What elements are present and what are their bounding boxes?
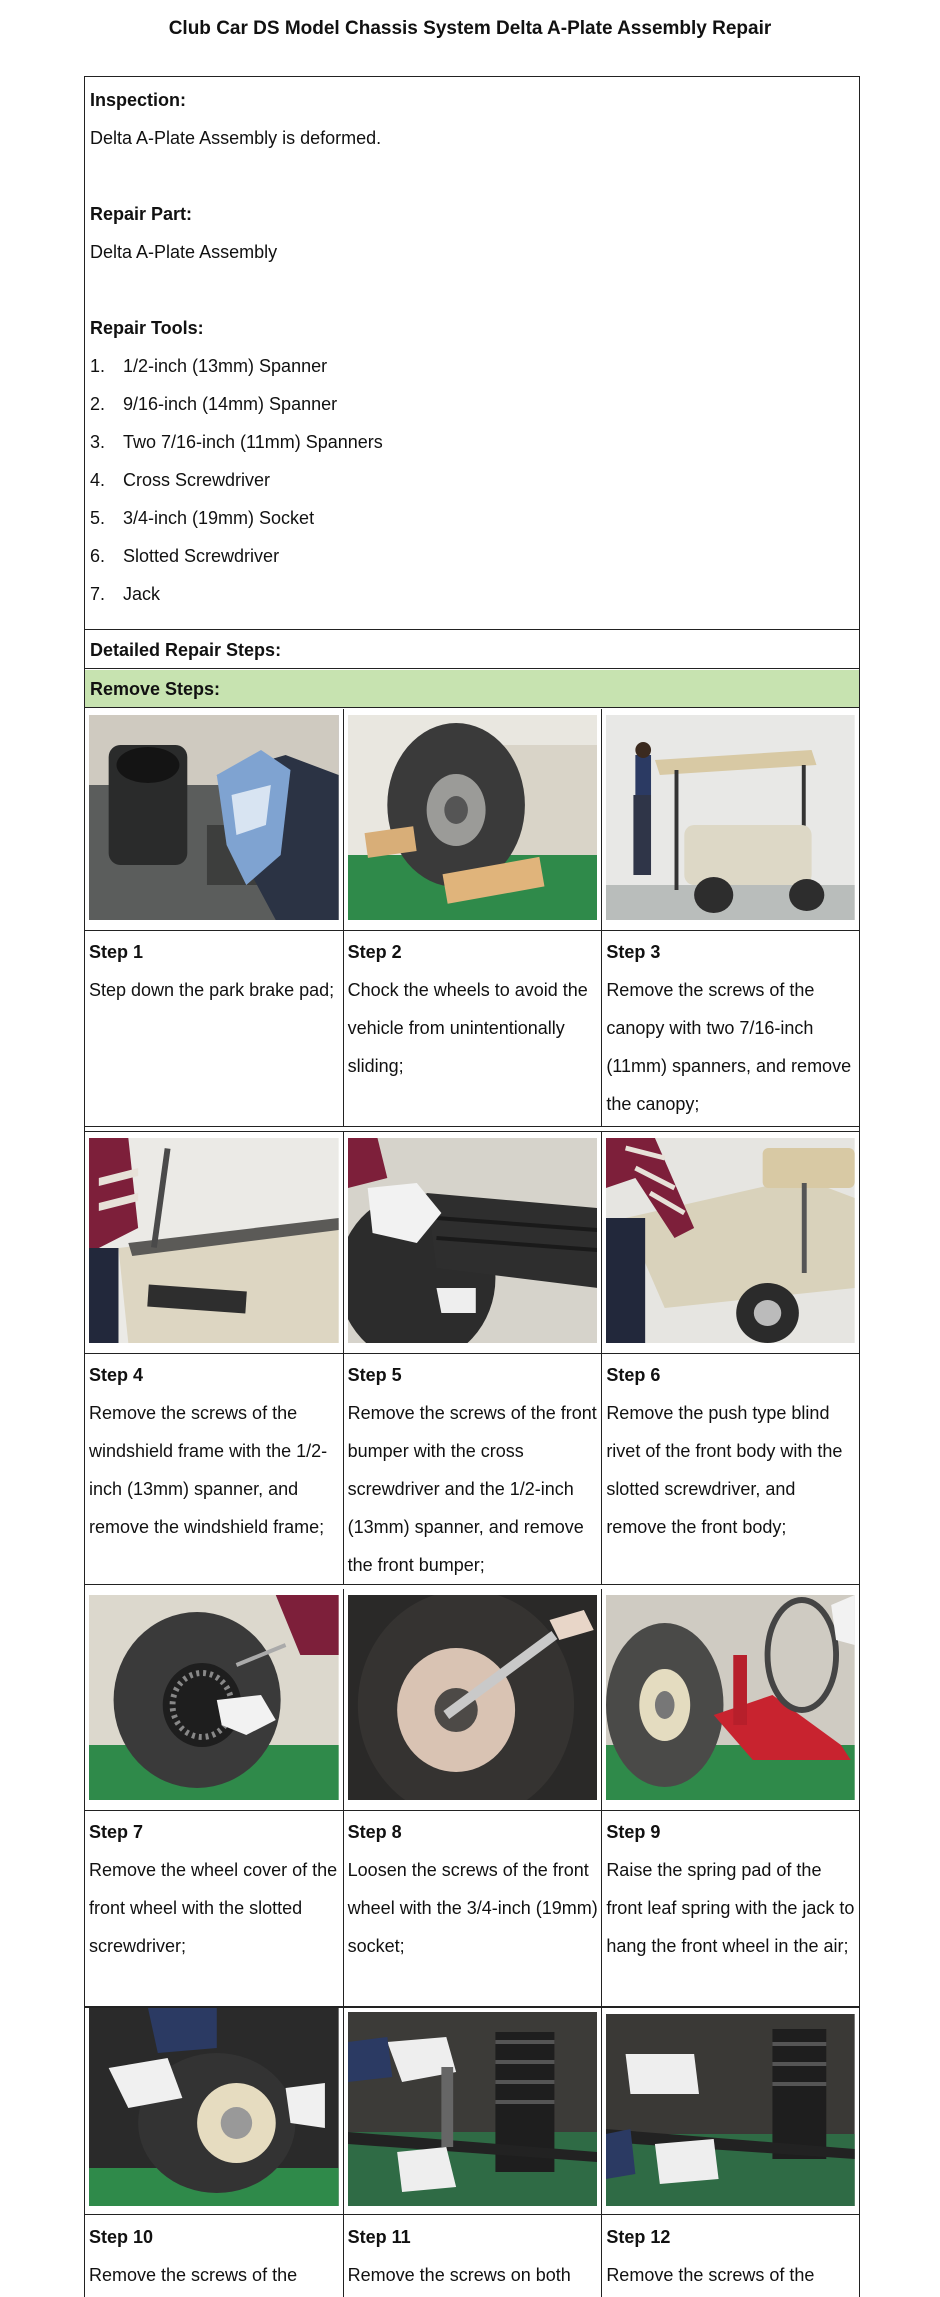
step-8-caption (348, 1813, 600, 1965)
step-7-text: Remove the wheel cover of the front wheel with the slotted screwdriver; (89, 1860, 338, 1956)
step-2-number: Step 2 (347, 942, 402, 962)
step-cell-1 (85, 709, 344, 1126)
step-5-number: Step 5 (347, 1365, 402, 1385)
step-5-caption (348, 1356, 600, 1584)
tool-item: 3. Two 7/16-inch (11mm) Spanners (90, 432, 383, 452)
step-6-number: Step 6 (606, 1365, 661, 1385)
step-3-photo (606, 715, 855, 920)
step-cell-8 (344, 1589, 603, 2006)
step-4-text: Remove the screws of the windshield frame with the 1/2-inch (13mm) spanner, and remove the windshield frame; (89, 1403, 328, 1537)
step-cell-12 (602, 2008, 859, 2297)
step-3-number: Step 3 (606, 942, 661, 962)
step-8-number: Step 8 (347, 1822, 402, 1842)
step-5-photo (348, 1138, 598, 1343)
step-6-caption (606, 1356, 857, 1546)
steps-row-3 (84, 1589, 860, 2007)
inspection-label: Inspection: (90, 90, 187, 110)
step-9-photo (606, 1595, 855, 1800)
step-4-caption (89, 1356, 341, 1546)
step-1-caption (89, 933, 341, 1009)
step-cell-11 (344, 2008, 603, 2297)
step-cell-5 (344, 1132, 603, 1584)
step-9-number: Step 9 (606, 1822, 661, 1842)
step-1-number: Step 1 (89, 942, 144, 962)
step-9-caption (606, 1813, 857, 1965)
step-cell-9 (602, 1589, 859, 2006)
step-11-text: Remove the screws on both (347, 2265, 571, 2285)
step-12-text: Remove the screws of the (606, 2265, 815, 2285)
step-8-text: Loosen the screws of the front wheel with the 3/4-inch (19mm) socket; (347, 1860, 598, 1956)
step-7-number: Step 7 (89, 1822, 144, 1842)
remove-steps-heading: Remove Steps: (85, 670, 859, 708)
steps-row-2 (84, 1131, 860, 1585)
page-title: Club Car DS Model Chassis System Delta A-Plate Assembly Repair (168, 18, 772, 39)
repair-tools-label: Repair Tools: (90, 318, 204, 338)
step-7-caption (89, 1813, 341, 1965)
tool-item: 6. Slotted Screwdriver (90, 546, 280, 566)
repair-part-text: Delta A-Plate Assembly (90, 242, 278, 262)
tool-item: 5. 3/4-inch (19mm) Socket (90, 508, 315, 528)
repair-part-label: Repair Part: (90, 204, 193, 224)
tool-item: 1. 1/2-inch (13mm) Spanner (90, 356, 328, 376)
step-cell-3 (602, 709, 859, 1126)
tool-item: 4. Cross Screwdriver (90, 470, 271, 490)
step-2-caption (348, 933, 600, 1085)
step-7-photo (89, 1595, 339, 1800)
step-6-photo (606, 1138, 855, 1343)
step-3-caption (606, 933, 857, 1123)
tool-item: 2. 9/16-inch (14mm) Spanner (90, 394, 338, 414)
intro-section (85, 77, 859, 630)
step-11-number: Step 11 (347, 2227, 411, 2247)
step-11-caption (348, 2218, 600, 2294)
step-4-photo (89, 1138, 339, 1343)
step-10-text: Remove the screws of the (89, 2265, 298, 2285)
step-cell-7 (85, 1589, 344, 2006)
step-cell-4 (85, 1132, 344, 1584)
step-cell-6 (602, 1132, 859, 1584)
step-8-photo (348, 1595, 598, 1800)
step-12-caption (606, 2218, 857, 2294)
step-2-photo (348, 715, 598, 920)
step-cell-10 (85, 2008, 344, 2297)
step-5-text: Remove the screws of the front bumper with the cross screwdriver and the 1/2-inch (13mm) spanner, and remove the front bumper; (347, 1403, 597, 1575)
tool-item: 7. Jack (90, 584, 161, 604)
step-12-photo (606, 2014, 855, 2206)
steps-row-4 (84, 2007, 860, 2297)
inspection-text: Delta A-Plate Assembly is deformed. (90, 128, 382, 148)
step-11-photo (348, 2012, 598, 2206)
step-6-text: Remove the push type blind rivet of the front body with the slotted screwdriver, and remove the front body; (606, 1403, 843, 1537)
steps-row-1 (84, 709, 860, 1127)
step-4-number: Step 4 (89, 1365, 144, 1385)
step-cell-2 (344, 709, 603, 1126)
step-10-caption (89, 2218, 341, 2294)
step-10-photo (89, 2008, 339, 2206)
detailed-steps-heading: Detailed Repair Steps: (85, 631, 859, 669)
step-1-photo (89, 715, 339, 920)
step-1-text: Step down the park brake pad; (89, 980, 335, 1000)
step-12-number: Step 12 (606, 2227, 671, 2247)
step-3-text: Remove the screws of the canopy with two 7/16-inch (11mm) spanners, and remove the canopy; (606, 980, 852, 1114)
step-9-text: Raise the spring pad of the front leaf spring with the jack to hang the front wheel in the air; (606, 1860, 855, 1956)
step-2-text: Chock the wheels to avoid the vehicle from unintentionally sliding; (347, 980, 588, 1076)
step-10-number: Step 10 (89, 2227, 154, 2247)
